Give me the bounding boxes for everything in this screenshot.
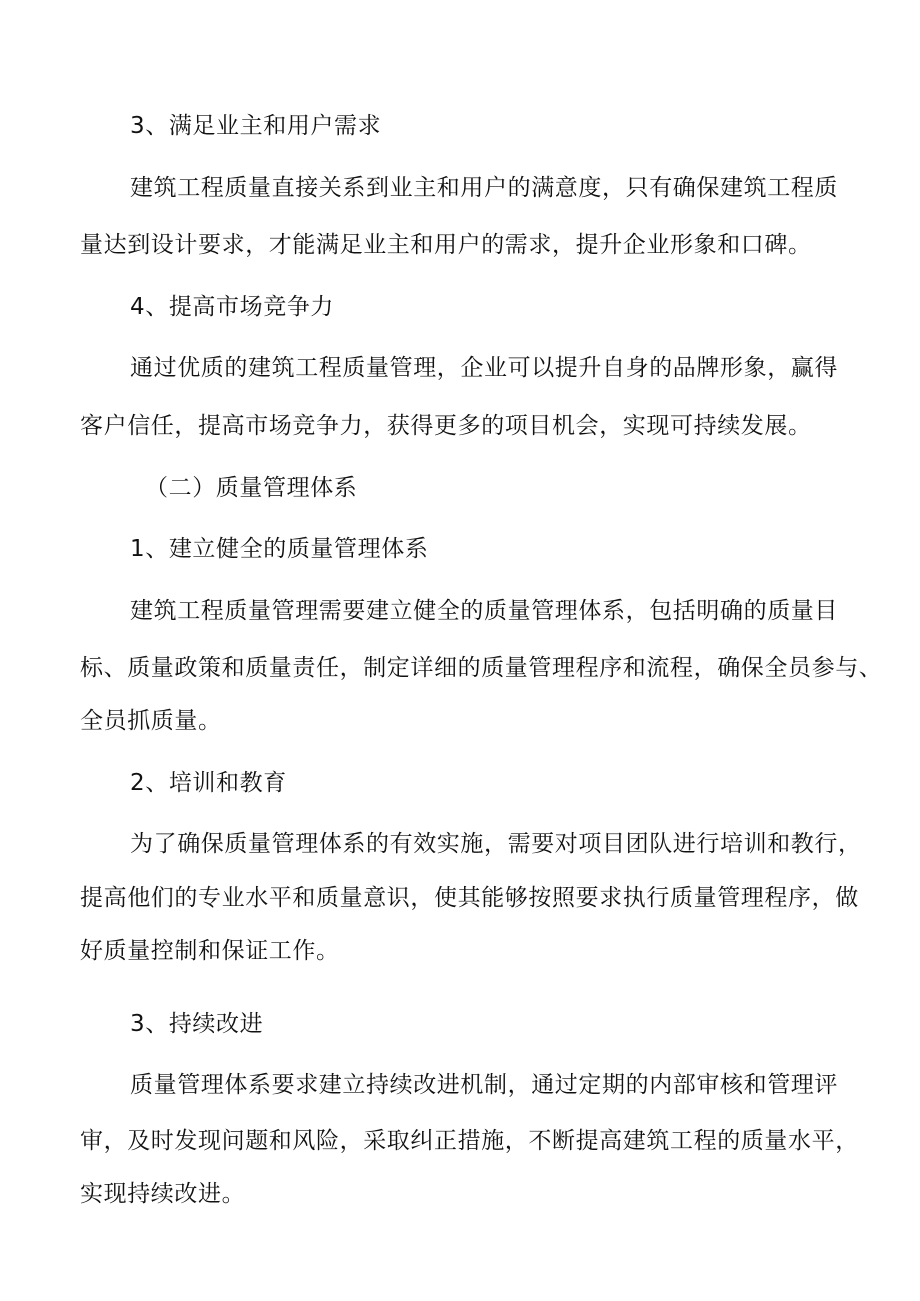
paragraph-line: 客户信任，提高市场竞争力，获得更多的项目机会，实现可持续发展。 — [80, 413, 812, 439]
heading-market-competitiveness — [130, 276, 334, 338]
paragraph-line: 质量管理体系要求建立持续改进机制，通过定期的内部审核和管理评 — [130, 1072, 838, 1098]
paragraph-training — [130, 813, 862, 875]
heading-text: 3、持续改进 — [130, 1011, 264, 1037]
paragraph-line: 量达到设计要求，才能满足业主和用户的需求，提升企业形象和口碑。 — [80, 232, 812, 258]
paragraph-line: 标、质量政策和质量责任，制定详细的质量管理程序和流程，确保全员参与、 — [80, 655, 883, 681]
heading-establish-system — [130, 518, 428, 580]
paragraph-line: 审，及时发现问题和风险，采取纠正措施，不断提高建筑工程的质量水平， — [80, 1128, 859, 1154]
paragraph-line: 实现持续改进。 — [80, 1181, 246, 1207]
heading-training — [130, 752, 287, 814]
paragraph-establish-system — [130, 580, 838, 642]
paragraph-satisfy-owners — [130, 157, 838, 219]
heading-text: 1、建立健全的质量管理体系 — [130, 536, 429, 562]
paragraph-establish-system-cont2 — [80, 690, 222, 752]
heading-text: 2、培训和教育 — [130, 770, 287, 796]
paragraph-line: 建筑工程质量直接关系到业主和用户的满意度，只有确保建筑工程质 — [130, 175, 838, 201]
heading-satisfy-owners — [130, 95, 381, 157]
heading-text: 4、提高市场竞争力 — [130, 294, 335, 320]
section-heading-text: （二）质量管理体系 — [145, 475, 358, 501]
heading-continuous-improvement — [130, 993, 263, 1055]
heading-text: 3、满足业主和用户需求 — [130, 113, 382, 139]
paragraph-line: 好质量控制和保证工作。 — [80, 938, 340, 964]
paragraph-training-cont2 — [80, 920, 340, 982]
paragraph-line: 建筑工程质量管理需要建立健全的质量管理体系，包括明确的质量目 — [130, 598, 838, 624]
paragraph-satisfy-owners-cont — [80, 214, 812, 276]
paragraph-line: 通过优质的建筑工程质量管理，企业可以提升自身的品牌形象，赢得 — [130, 355, 838, 381]
paragraph-continuous-improvement-cont2 — [80, 1163, 245, 1225]
paragraph-line: 全员抓质量。 — [80, 708, 222, 734]
paragraph-line: 为了确保质量管理体系的有效实施，需要对项目团队进行培训和教行， — [130, 831, 862, 857]
section-heading-quality-system — [145, 457, 357, 519]
paragraph-market-competitiveness — [130, 337, 838, 399]
paragraph-line: 提高他们的专业水平和质量意识，使其能够按照要求执行质量管理程序，做 — [80, 885, 859, 911]
paragraph-market-competitiveness-cont — [80, 395, 812, 457]
paragraph-continuous-improvement — [130, 1054, 838, 1116]
